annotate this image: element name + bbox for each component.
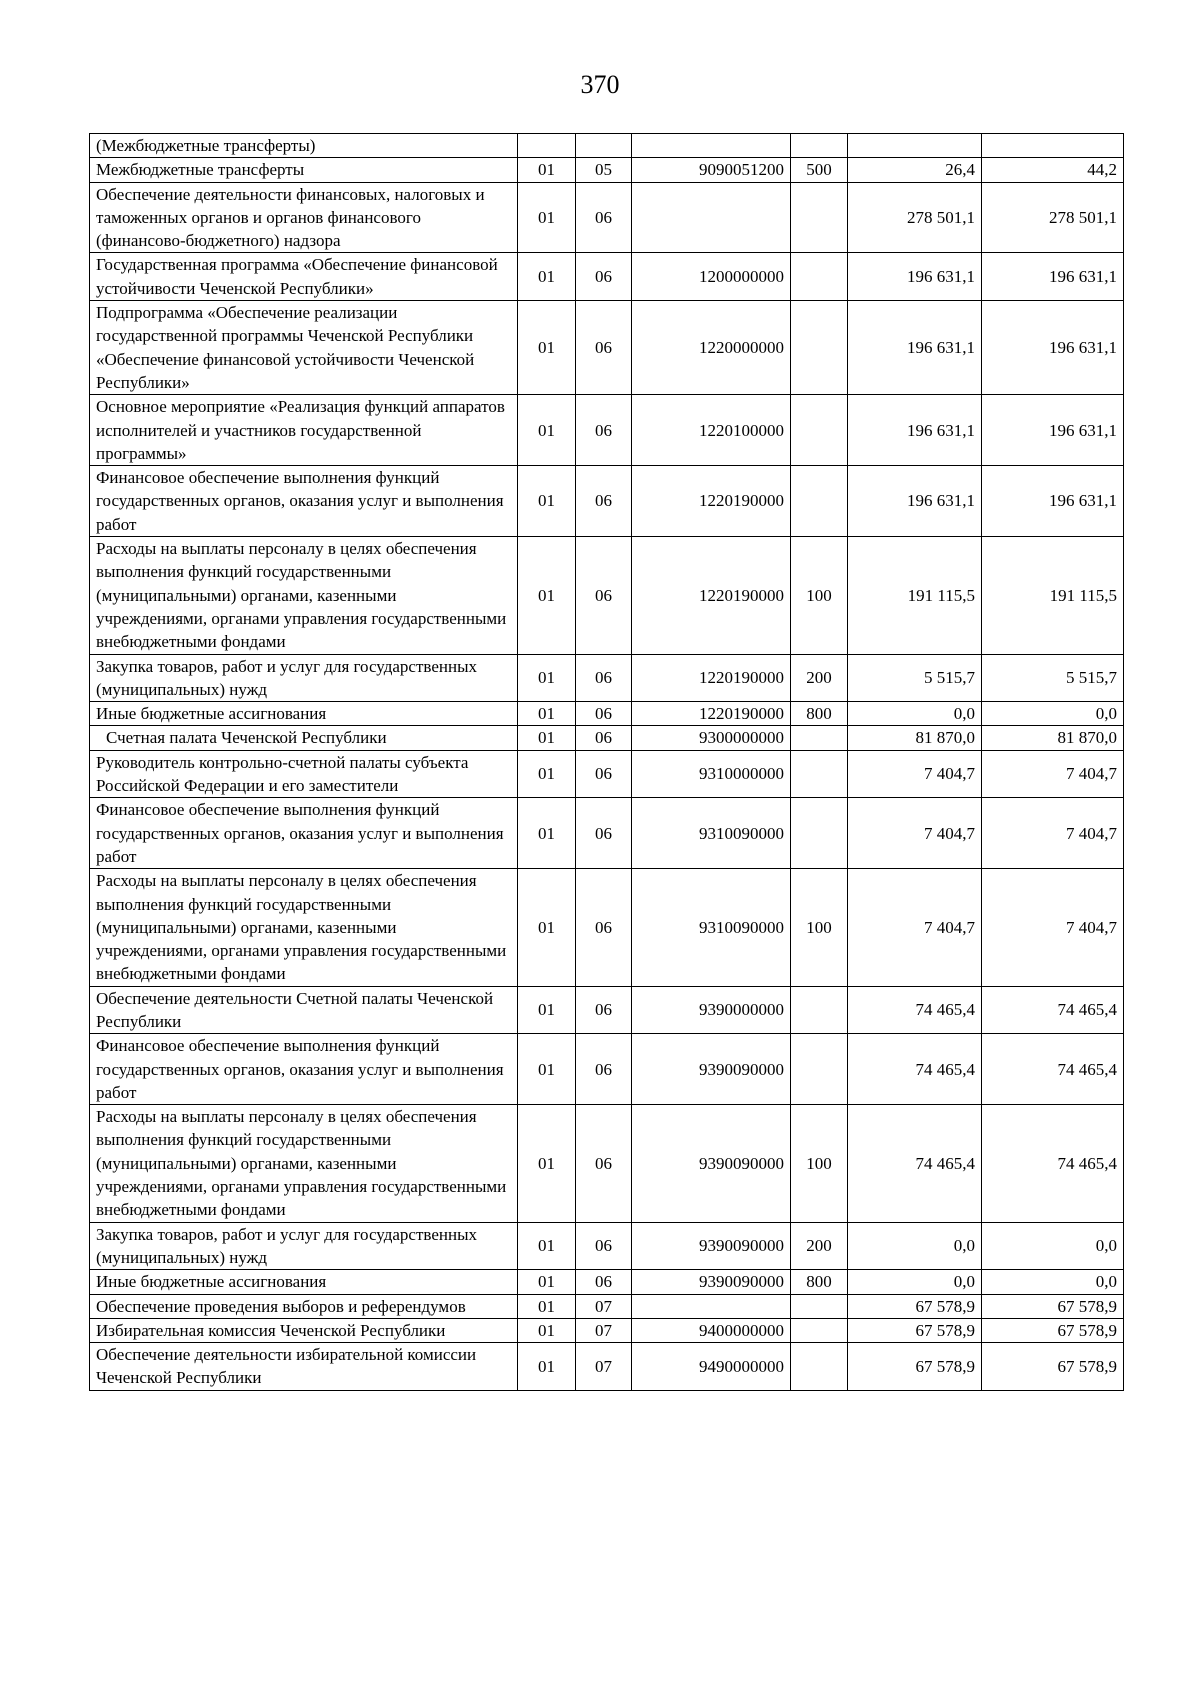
expense-type-code [791, 1343, 848, 1391]
expense-type-code [791, 466, 848, 537]
amount-year-1 [848, 134, 982, 158]
amount-year-1: 81 870,0 [848, 726, 982, 750]
amount-year-2: 196 631,1 [982, 253, 1124, 301]
table-row [90, 702, 1124, 726]
table-row [90, 1294, 1124, 1318]
section-code: 01 [518, 1034, 576, 1105]
amount-year-1: 7 404,7 [848, 798, 982, 869]
expense-type-code [791, 1318, 848, 1342]
expense-type-code [791, 395, 848, 466]
subsection-code: 06 [576, 182, 632, 253]
target-article-code: 1200000000 [632, 253, 791, 301]
amount-year-2: 74 465,4 [982, 1105, 1124, 1222]
expense-type-code [791, 134, 848, 158]
target-article-code: 1220190000 [632, 654, 791, 702]
subsection-code: 07 [576, 1294, 632, 1318]
section-code: 01 [518, 537, 576, 654]
target-article-code: 9390090000 [632, 1034, 791, 1105]
table-row [90, 253, 1124, 301]
subsection-code: 07 [576, 1318, 632, 1342]
section-code: 01 [518, 1318, 576, 1342]
expense-type-code: 200 [791, 654, 848, 702]
row-name: Расходы на выплаты персоналу в целях обеспечения выполнения функций государственными (муниципальными) органами, казенными учреждениями, органами управления государственными внебюджетными фондами [90, 537, 518, 654]
amount-year-1: 67 578,9 [848, 1318, 982, 1342]
row-name: Расходы на выплаты персоналу в целях обеспечения выполнения функций государственными (муниципальными) органами, казенными учреждениями, органами управления государственными внебюджетными фондами [90, 1105, 518, 1222]
table-body [90, 134, 1124, 1391]
row-name: Подпрограмма «Обеспечение реализации государственной программы Чеченской Республики «Обеспечение финансовой устойчивости Чеченской Республики» [90, 301, 518, 395]
section-code: 01 [518, 1105, 576, 1222]
target-article-code: 1220100000 [632, 395, 791, 466]
subsection-code: 06 [576, 301, 632, 395]
target-article-code: 9310090000 [632, 798, 791, 869]
table-row [90, 1270, 1124, 1294]
section-code: 01 [518, 986, 576, 1034]
amount-year-1: 278 501,1 [848, 182, 982, 253]
row-name: Закупка товаров, работ и услуг для государственных (муниципальных) нужд [90, 1222, 518, 1270]
expense-type-code [791, 750, 848, 798]
row-name: Руководитель контрольно-счетной палаты субъекта Российской Федерации и его заместители [90, 750, 518, 798]
expense-type-code [791, 1034, 848, 1105]
section-code: 01 [518, 1270, 576, 1294]
amount-year-1: 7 404,7 [848, 869, 982, 986]
amount-year-2: 7 404,7 [982, 750, 1124, 798]
table-row [90, 869, 1124, 986]
target-article-code: 1220190000 [632, 466, 791, 537]
amount-year-2: 5 515,7 [982, 654, 1124, 702]
row-name: Обеспечение деятельности Счетной палаты Чеченской Республики [90, 986, 518, 1034]
amount-year-1: 196 631,1 [848, 395, 982, 466]
amount-year-2: 67 578,9 [982, 1343, 1124, 1391]
row-name: Избирательная комиссия Чеченской Республики [90, 1318, 518, 1342]
section-code: 01 [518, 466, 576, 537]
target-article-code: 1220000000 [632, 301, 791, 395]
expense-type-code: 100 [791, 1105, 848, 1222]
subsection-code: 06 [576, 253, 632, 301]
section-code [518, 134, 576, 158]
amount-year-1: 5 515,7 [848, 654, 982, 702]
amount-year-2: 67 578,9 [982, 1294, 1124, 1318]
amount-year-2: 0,0 [982, 1270, 1124, 1294]
row-name: Обеспечение деятельности избирательной комиссии Чеченской Республики [90, 1343, 518, 1391]
table-row [90, 1318, 1124, 1342]
subsection-code: 06 [576, 798, 632, 869]
section-code: 01 [518, 253, 576, 301]
expense-type-code: 100 [791, 869, 848, 986]
table-row [90, 182, 1124, 253]
section-code: 01 [518, 1343, 576, 1391]
table-row [90, 986, 1124, 1034]
row-name: (Межбюджетные трансферты) [90, 134, 518, 158]
section-code: 01 [518, 798, 576, 869]
section-code: 01 [518, 869, 576, 986]
budget-table [89, 133, 1124, 1391]
section-code: 01 [518, 158, 576, 182]
amount-year-1: 196 631,1 [848, 301, 982, 395]
table-row [90, 134, 1124, 158]
subsection-code: 06 [576, 869, 632, 986]
expense-type-code: 500 [791, 158, 848, 182]
subsection-code: 06 [576, 726, 632, 750]
section-code: 01 [518, 726, 576, 750]
target-article-code: 9090051200 [632, 158, 791, 182]
subsection-code: 06 [576, 654, 632, 702]
table-row [90, 466, 1124, 537]
table-row [90, 301, 1124, 395]
table-row [90, 726, 1124, 750]
subsection-code: 06 [576, 537, 632, 654]
row-name: Государственная программа «Обеспечение финансовой устойчивости Чеченской Республики» [90, 253, 518, 301]
expense-type-code [791, 301, 848, 395]
amount-year-2: 0,0 [982, 1222, 1124, 1270]
amount-year-2: 196 631,1 [982, 395, 1124, 466]
section-code: 01 [518, 182, 576, 253]
subsection-code: 07 [576, 1343, 632, 1391]
target-article-code: 9390090000 [632, 1105, 791, 1222]
section-code: 01 [518, 395, 576, 466]
page-number: 370 [580, 70, 620, 99]
expense-type-code [791, 986, 848, 1034]
row-name: Основное мероприятие «Реализация функций аппаратов исполнителей и участников государственной программы» [90, 395, 518, 466]
amount-year-1: 74 465,4 [848, 1034, 982, 1105]
expense-type-code: 800 [791, 702, 848, 726]
expense-type-code: 100 [791, 537, 848, 654]
target-article-code: 9390000000 [632, 986, 791, 1034]
amount-year-1: 196 631,1 [848, 253, 982, 301]
target-article-code: 9400000000 [632, 1318, 791, 1342]
table-row [90, 1105, 1124, 1222]
amount-year-1: 0,0 [848, 702, 982, 726]
expense-type-code [791, 726, 848, 750]
row-name: Иные бюджетные ассигнования [90, 702, 518, 726]
target-article-code: 9310090000 [632, 869, 791, 986]
section-code: 01 [518, 654, 576, 702]
section-code: 01 [518, 1222, 576, 1270]
table-row [90, 537, 1124, 654]
amount-year-1: 0,0 [848, 1270, 982, 1294]
amount-year-2: 44,2 [982, 158, 1124, 182]
target-article-code [632, 1294, 791, 1318]
expense-type-code [791, 182, 848, 253]
target-article-code: 9390090000 [632, 1222, 791, 1270]
row-name: Финансовое обеспечение выполнения функций государственных органов, оказания услуг и выполнения работ [90, 798, 518, 869]
amount-year-2: 196 631,1 [982, 301, 1124, 395]
table-row [90, 750, 1124, 798]
expense-type-code [791, 253, 848, 301]
row-name: Иные бюджетные ассигнования [90, 1270, 518, 1294]
section-code: 01 [518, 750, 576, 798]
subsection-code: 06 [576, 1034, 632, 1105]
section-code: 01 [518, 1294, 576, 1318]
subsection-code [576, 134, 632, 158]
section-code: 01 [518, 301, 576, 395]
expense-type-code [791, 1294, 848, 1318]
amount-year-2 [982, 134, 1124, 158]
row-name: Финансовое обеспечение выполнения функций государственных органов, оказания услуг и выполнения работ [90, 466, 518, 537]
target-article-code: 1220190000 [632, 537, 791, 654]
amount-year-1: 74 465,4 [848, 1105, 982, 1222]
subsection-code: 06 [576, 1270, 632, 1294]
amount-year-1: 0,0 [848, 1222, 982, 1270]
target-article-code [632, 134, 791, 158]
subsection-code: 06 [576, 395, 632, 466]
row-name: Обеспечение деятельности финансовых, налоговых и таможенных органов и органов финансового (финансово-бюджетного) надзора [90, 182, 518, 253]
target-article-code: 1220190000 [632, 702, 791, 726]
target-article-code: 9310000000 [632, 750, 791, 798]
row-name: Закупка товаров, работ и услуг для государственных (муниципальных) нужд [90, 654, 518, 702]
amount-year-1: 67 578,9 [848, 1343, 982, 1391]
amount-year-2: 74 465,4 [982, 1034, 1124, 1105]
row-name: Счетная палата Чеченской Республики [90, 726, 518, 750]
subsection-code: 06 [576, 702, 632, 726]
amount-year-1: 74 465,4 [848, 986, 982, 1034]
table-row [90, 654, 1124, 702]
target-article-code [632, 182, 791, 253]
table-row [90, 1222, 1124, 1270]
amount-year-1: 7 404,7 [848, 750, 982, 798]
amount-year-2: 0,0 [982, 702, 1124, 726]
expense-type-code: 800 [791, 1270, 848, 1294]
target-article-code: 9390090000 [632, 1270, 791, 1294]
subsection-code: 06 [576, 750, 632, 798]
amount-year-2: 191 115,5 [982, 537, 1124, 654]
subsection-code: 06 [576, 986, 632, 1034]
subsection-code: 06 [576, 1105, 632, 1222]
row-name: Обеспечение проведения выборов и референдумов [90, 1294, 518, 1318]
amount-year-2: 196 631,1 [982, 466, 1124, 537]
table-row [90, 798, 1124, 869]
target-article-code: 9490000000 [632, 1343, 791, 1391]
amount-year-2: 67 578,9 [982, 1318, 1124, 1342]
amount-year-1: 191 115,5 [848, 537, 982, 654]
amount-year-2: 7 404,7 [982, 798, 1124, 869]
target-article-code: 9300000000 [632, 726, 791, 750]
subsection-code: 06 [576, 466, 632, 537]
amount-year-1: 26,4 [848, 158, 982, 182]
section-code: 01 [518, 702, 576, 726]
amount-year-2: 81 870,0 [982, 726, 1124, 750]
subsection-code: 05 [576, 158, 632, 182]
table-row [90, 158, 1124, 182]
table-row [90, 1034, 1124, 1105]
amount-year-2: 278 501,1 [982, 182, 1124, 253]
table-row [90, 1343, 1124, 1391]
amount-year-1: 67 578,9 [848, 1294, 982, 1318]
row-name: Финансовое обеспечение выполнения функций государственных органов, оказания услуг и выполнения работ [90, 1034, 518, 1105]
row-name: Расходы на выплаты персоналу в целях обеспечения выполнения функций государственными (муниципальными) органами, казенными учреждениями, органами управления государственными внебюджетными фондами [90, 869, 518, 986]
expense-type-code: 200 [791, 1222, 848, 1270]
subsection-code: 06 [576, 1222, 632, 1270]
expense-type-code [791, 798, 848, 869]
amount-year-1: 196 631,1 [848, 466, 982, 537]
table-row [90, 395, 1124, 466]
amount-year-2: 7 404,7 [982, 869, 1124, 986]
row-name: Межбюджетные трансферты [90, 158, 518, 182]
amount-year-2: 74 465,4 [982, 986, 1124, 1034]
